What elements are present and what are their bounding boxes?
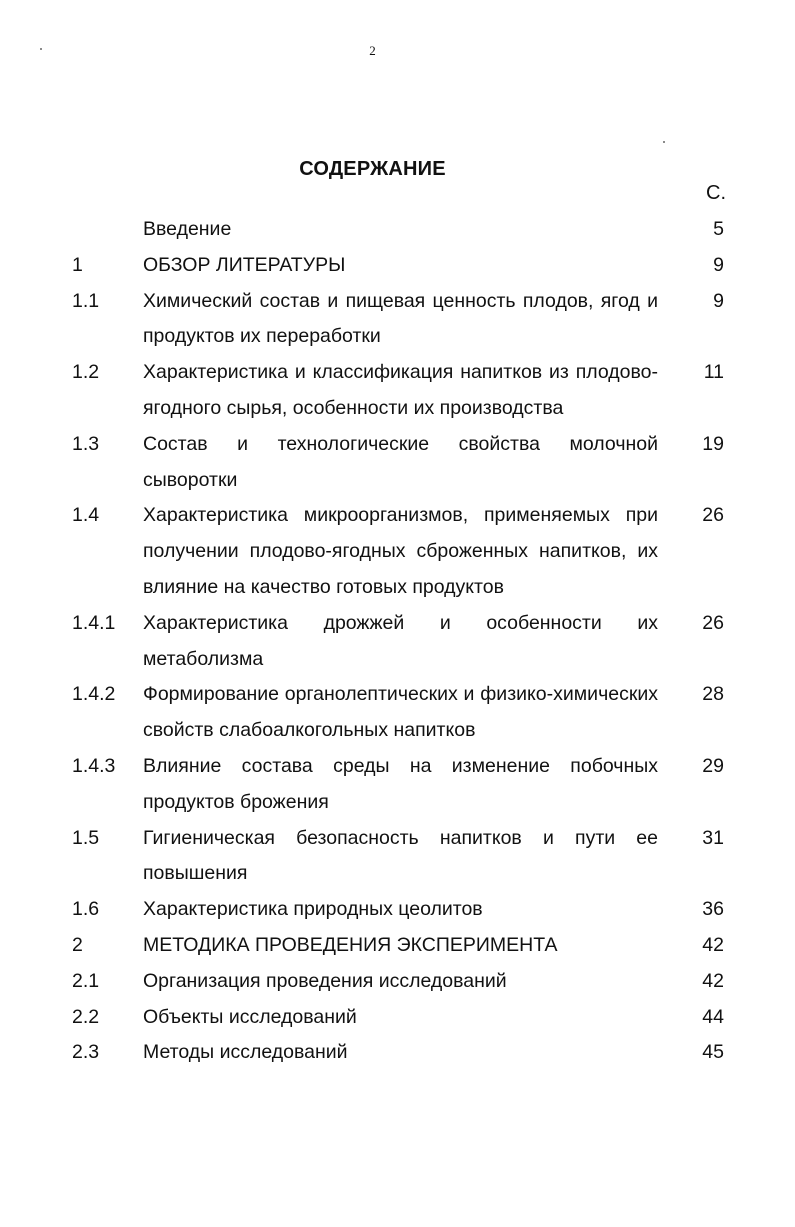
toc-entry-number: 1.1 [72,289,100,312]
toc-entry-page: 42 [702,933,724,956]
toc-entry [72,606,732,678]
toc-entry-title: Характеристика дрожжей и особенности их метаболизма [143,611,658,670]
toc-entry-title: Характеристика микроорганизмов, применяемых при получении плодово-ягодных сброженных напитков, их влияние на качество готовых продуктов [143,504,658,598]
toc-entry-page: 9 [713,289,724,312]
toc-entry-page: 45 [702,1041,724,1064]
toc-entry [72,427,732,499]
toc-entry-title: Гигиеническая безопасность напитков и пути ее повышения [143,826,658,885]
toc-entry [72,964,732,1000]
scan-speck [40,48,42,50]
toc-entry-title: Характеристика природных цеолитов [143,898,483,921]
toc-entry-title: Влияние состава среды на изменение побочных продуктов брожения [143,754,658,813]
toc-entry-number: 1.5 [72,826,100,849]
toc-entry [72,677,732,749]
toc-entry [72,928,732,964]
toc-entry-page: 26 [702,504,724,527]
toc-entry-number: 1.4.3 [72,754,116,777]
toc-entry-page: 11 [703,361,724,384]
toc-entry-number: 2.1 [72,969,100,992]
toc-entry [72,1000,732,1036]
toc-entry [72,355,732,427]
toc-entry-number: 2.3 [72,1041,100,1064]
toc-entry-title: Состав и технологические свойства молочной сыворотки [143,432,658,491]
toc-entry [72,248,732,284]
toc-entry-title: Формирование органолептических и физико-химических свойств слабоалкогольных напитков [143,683,658,742]
toc-entry-page: 44 [702,1005,724,1028]
toc-entry-title: Объекты исследований [143,1005,357,1028]
toc-entry [72,284,732,356]
toc-entry-page: 28 [702,683,724,706]
toc-entry [72,212,732,248]
toc-entry-page: 42 [702,969,724,992]
toc-entry [72,892,732,928]
toc-entry-number: 2.2 [72,1005,100,1028]
toc-entry-title: Организация проведения исследований [143,969,507,992]
toc-entry [72,749,732,821]
page-title: СОДЕРЖАНИЕ [299,158,446,180]
toc-entry [72,498,732,605]
toc-entry-page: 29 [702,754,724,777]
page-column-label: С. [706,182,726,204]
toc-entry-number: 1.4.2 [72,683,116,706]
toc-entry-page: 26 [702,611,724,634]
toc-entry-title: Характеристика и классификация напитков из плодово-ягодного сырья, особенности их производства [143,361,658,419]
toc-entry-number: 1.4 [72,504,100,527]
toc-entry-number: 1.3 [72,432,100,455]
toc-entry-number [72,212,143,248]
toc-entry-number: 1.6 [72,898,100,921]
toc-entry-number: 1.2 [72,361,100,384]
toc-entry [72,1035,732,1071]
toc-entry-number: 1 [72,253,83,276]
scan-speck [663,141,665,143]
toc-entry-title: Методы исследований [143,1041,348,1064]
toc-entry-number: 2 [72,933,83,956]
toc-entry-title: Введение [143,218,232,240]
toc-entry-page: 36 [702,898,724,921]
page-number: 2 [369,43,376,58]
toc-entry-page: 31 [702,826,724,849]
toc-entry-page: 19 [702,432,724,455]
toc-entry-page: 5 [713,218,724,240]
toc-entry [72,821,732,893]
toc-entry-page: 9 [713,253,724,276]
toc-entry-title: МЕТОДИКА ПРОВЕДЕНИЯ ЭКСПЕРИМЕНТА [143,933,558,956]
toc-entry-title: ОБЗОР ЛИТЕРАТУРЫ [143,253,346,276]
toc-entry-title: Химический состав и пищевая ценность плодов, ягод и продуктов их переработки [143,289,658,348]
table-of-contents [72,212,732,1071]
toc-entry-number: 1.4.1 [72,611,116,634]
